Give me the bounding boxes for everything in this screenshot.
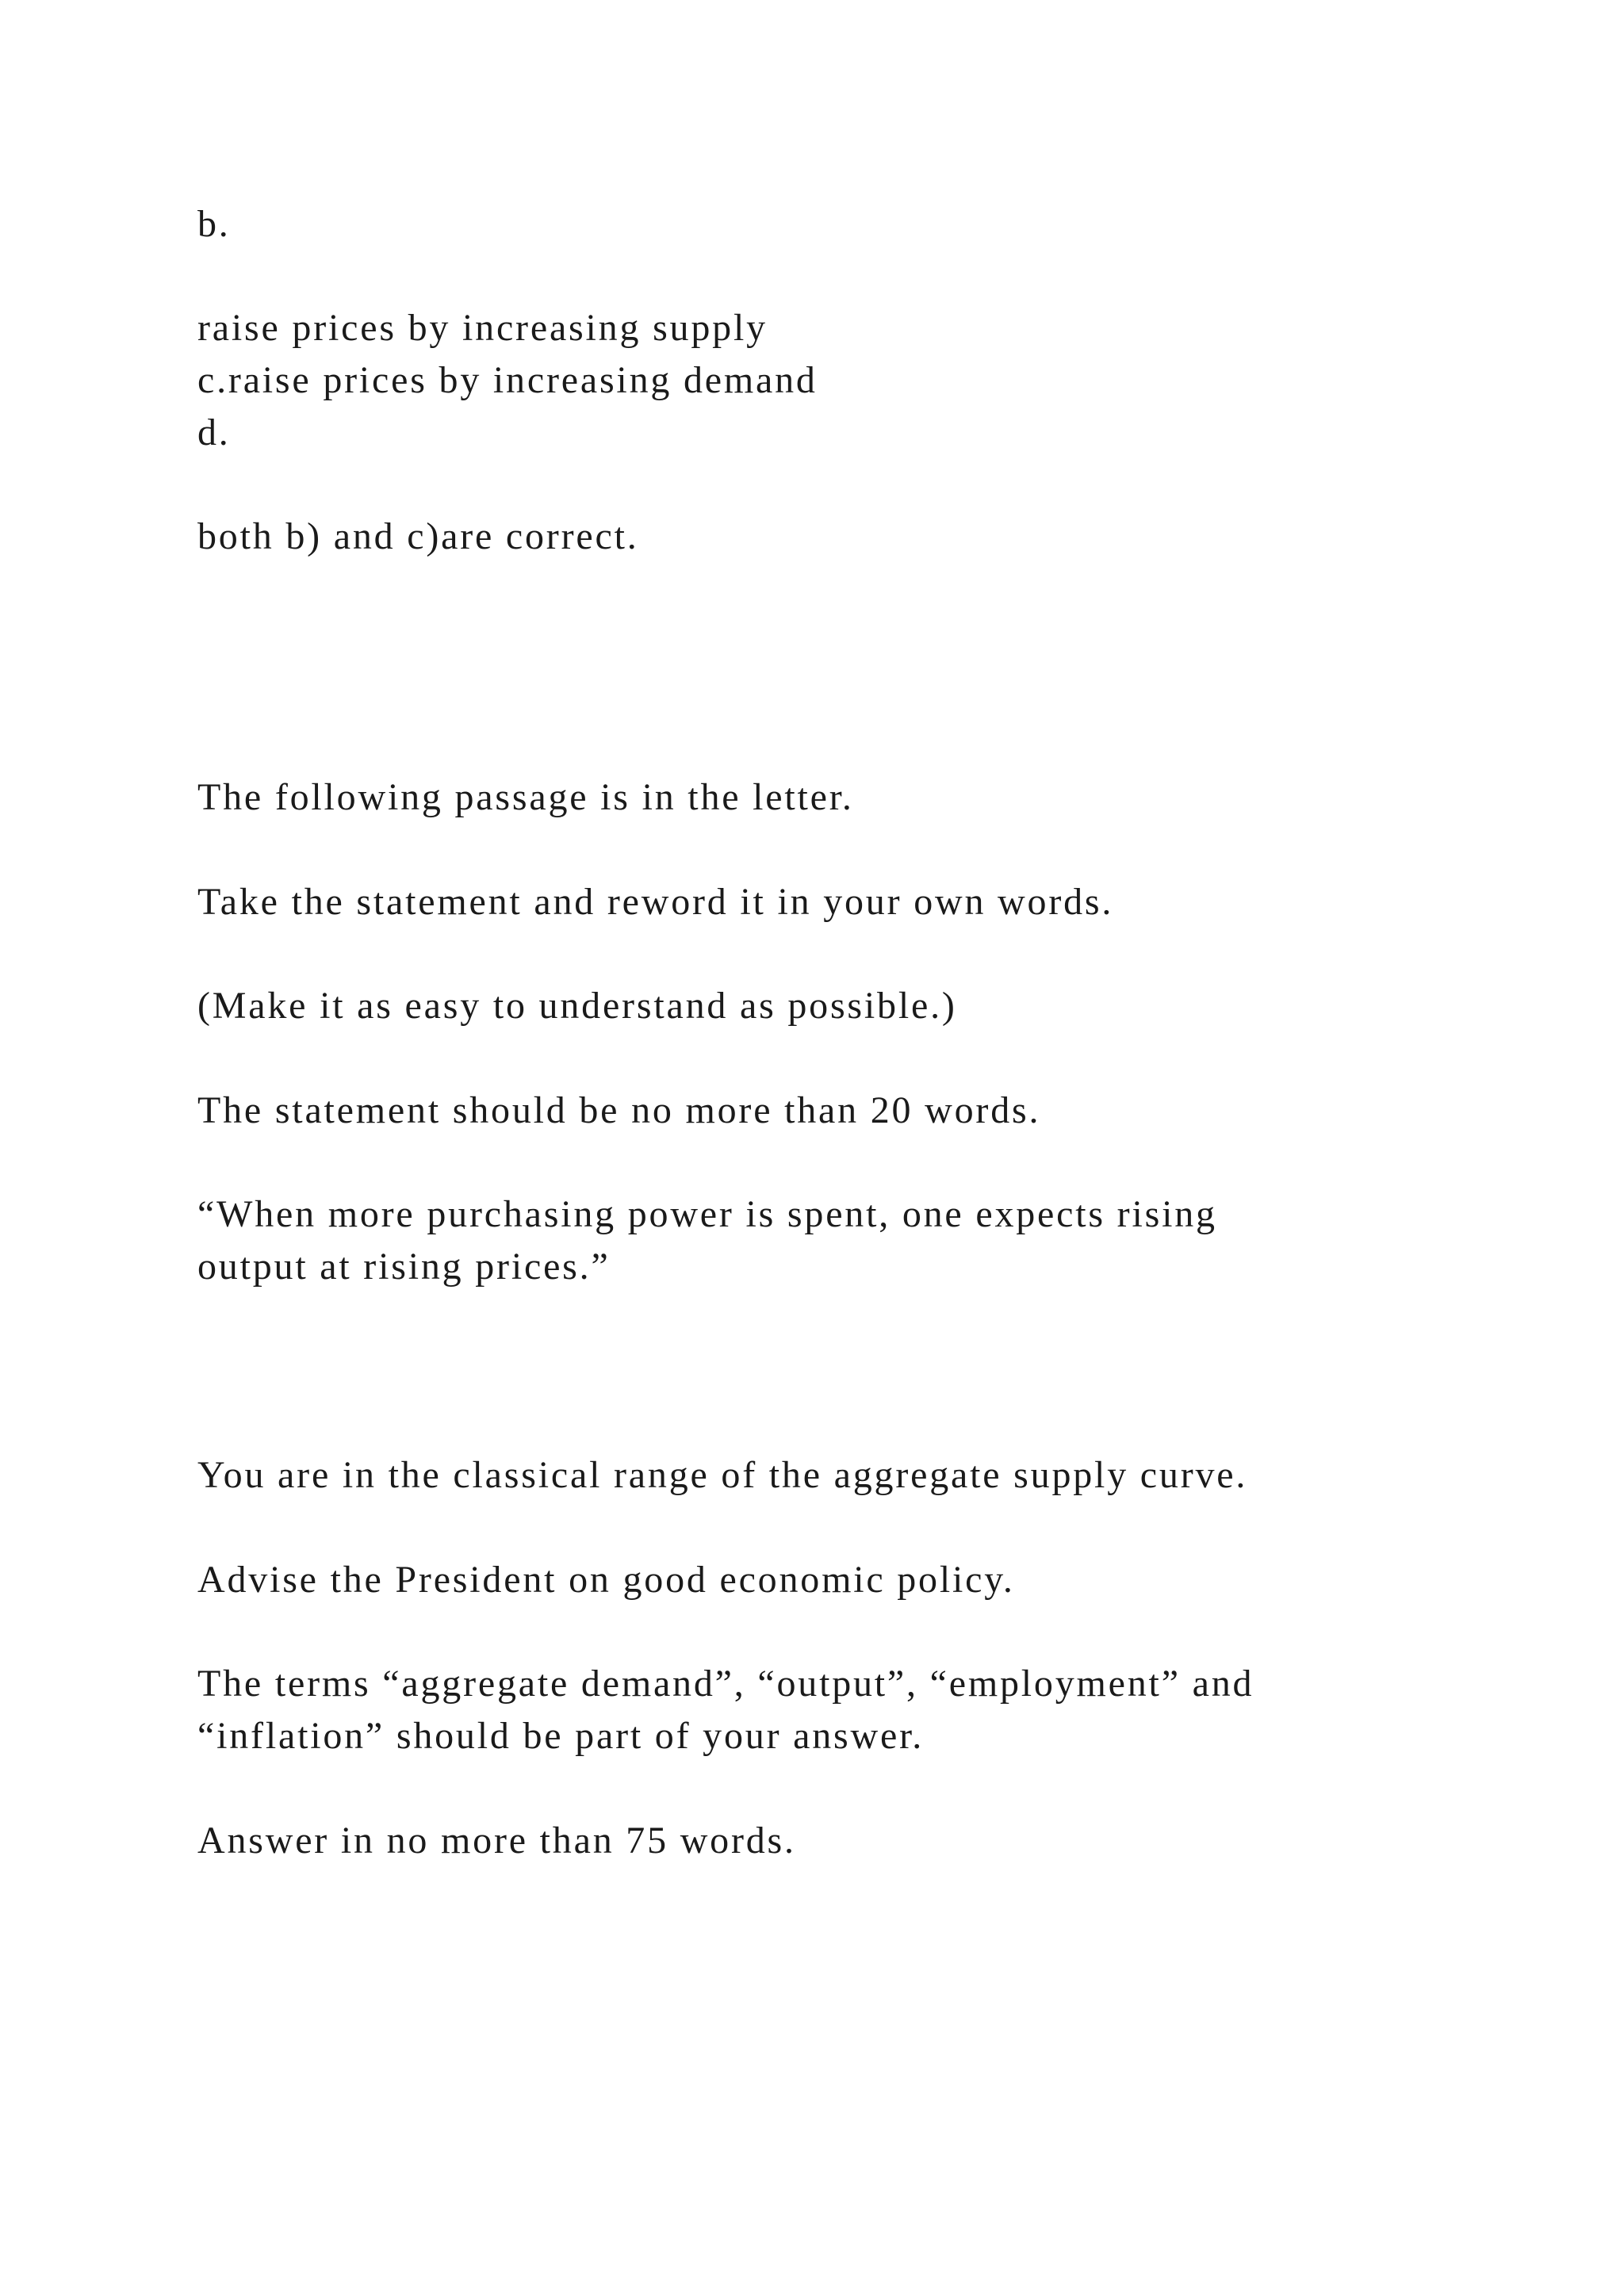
option-d-label: d. xyxy=(197,411,231,453)
option-b-text: raise prices by increasing supply xyxy=(197,307,768,349)
question1-quote-line2: output at rising prices.” xyxy=(197,1246,611,1288)
question2-context: You are in the classical range of the aggregate supply curve. xyxy=(197,1454,1248,1496)
question1-quote-line1: “When more purchasing power is spent, one expects rising xyxy=(197,1193,1217,1235)
question2-terms-line2: “inflation” should be part of your answer. xyxy=(197,1715,925,1757)
question1-instruction: Take the statement and reword it in your own words. xyxy=(197,881,1114,923)
question1-word-limit: The statement should be no more than 20 words. xyxy=(197,1089,1041,1131)
option-c-text: c.raise prices by increasing demand xyxy=(197,359,818,401)
question1-note: (Make it as easy to understand as possible.) xyxy=(197,985,957,1027)
question2-terms-line1: The terms “aggregate demand”, “output”, “employment” and xyxy=(197,1663,1254,1705)
option-d-text: both b) and c)are correct. xyxy=(197,515,639,557)
question1-intro: The following passage is in the letter. xyxy=(197,776,854,818)
question2-task: Advise the President on good economic policy. xyxy=(197,1559,1015,1601)
question2-word-limit: Answer in no more than 75 words. xyxy=(197,1820,796,1862)
option-b-label: b. xyxy=(197,203,231,245)
